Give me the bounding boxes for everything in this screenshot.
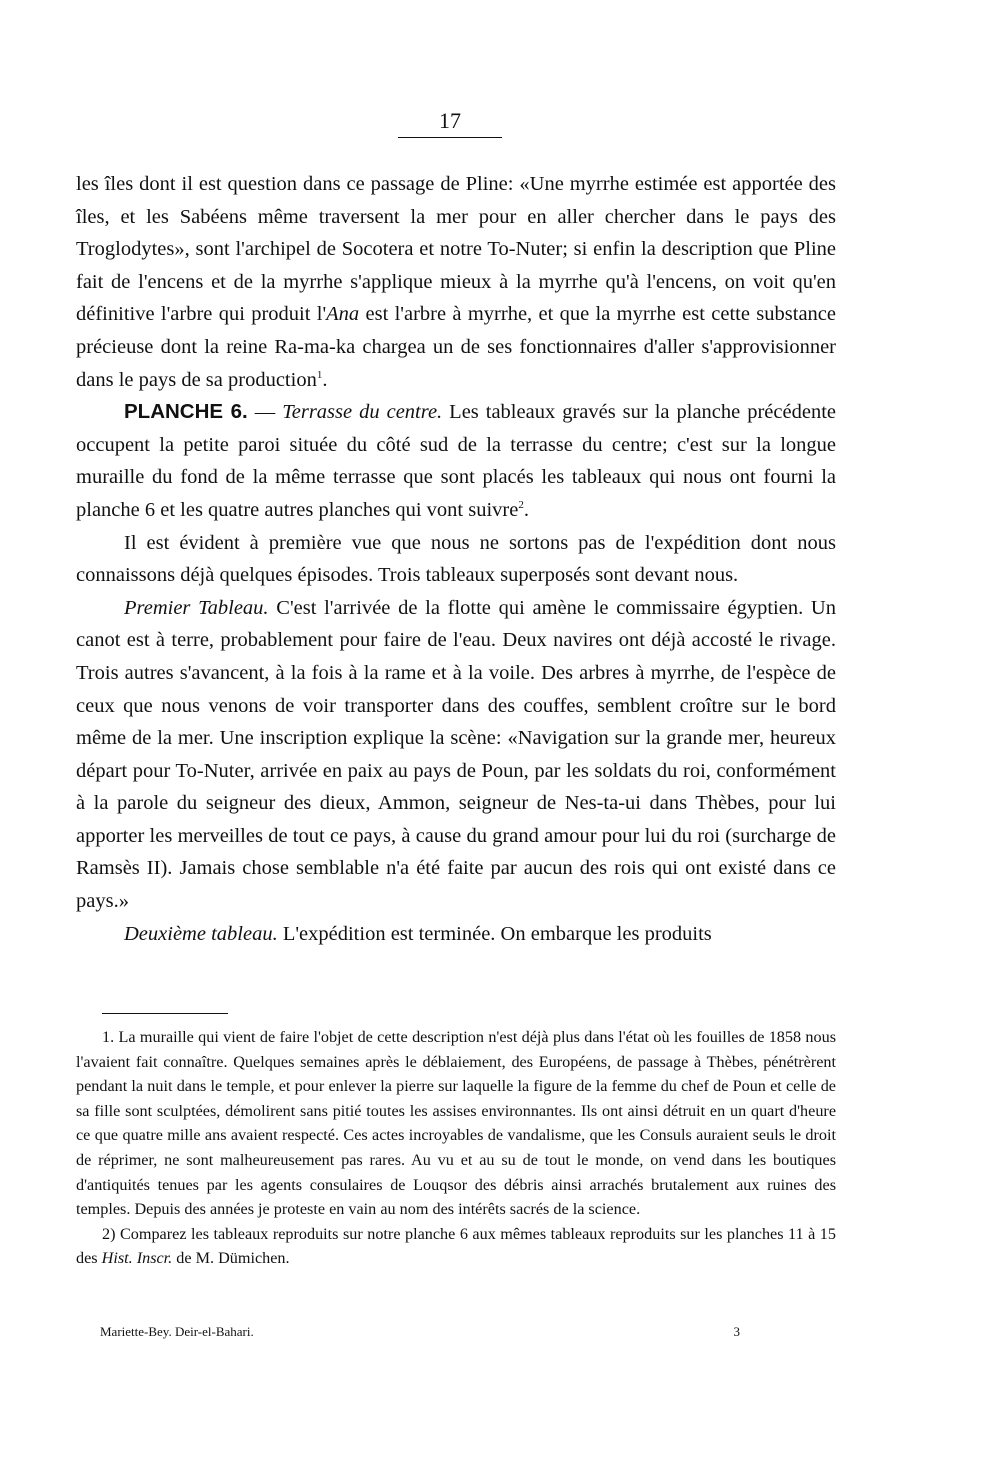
section-heading: PLANCHE 6.: [124, 400, 248, 424]
paragraph-text: est l'arbre à myrrhe, et que la myrrhe est cette substance précieuse dont la reine Ra-ma-ka chargea un de ses fonctionnaires d'aller s'approvisionner dans le pays de sa production: [76, 303, 836, 391]
signature-mark: Mariette-Bey. Deir-el-Bahari.: [100, 1324, 254, 1339]
paragraph-myrrh: [76, 168, 836, 396]
page-footer: [100, 1322, 740, 1342]
footnote-1: 1. La muraille qui vient de faire l'objet de cette description n'est déjà plus dans l'état où les fouilles de 1858 nous l'avaient fait connaître. Quelques semaines après le déblaiement, des Européens, de passage à Thèbes, pénétrèrent pendant la nuit dans le temple, et pour enlever la pierre sur laquelle la figure de la femme du chef de Poun et celle de sa fille sont sculptées, démolirent sans pitié toutes les assises environnantes. Ils ont ainsi détruit en un quart d'heure ce que quatre mille ans avaient respecté. Ces actes incroyables de vandalisme, que les Consuls auraient seuls le droit de réprimer, ne sont malheureusement pas rares. Au vu et au su de tout le monde, on vend dans les boutiques d'antiquités tenues par les agents consulaires de Louqsor des débris ainsi arrachés brutalement aux ruines des temples. Depuis des années je proteste en vain au nom des intérêts sacrés de la science.: [76, 1028, 836, 1219]
footnote-divider: [102, 1013, 228, 1014]
paragraph-text: les îles dont il est question dans ce passage de Pline: «Une myrrhe estimée est apportée des îles, et les Sabéens même traversent la mer pour en aller chercher dans le pays des Troglodytes», sont l'archipel de Socotera et notre To-Nuter; si enfin la description que Pline fait de l'encens et de la myrrhe s'applique mieux à la myrrhe qu'à l'encens, on voit qu'en définitive l'arbre qui produit l': [76, 173, 836, 326]
footnote-text: 2) Comparez les tableaux reproduits sur notre planche 6 aux mêmes tableaux reproduits sur les planches 11 à 15 des: [76, 1224, 836, 1268]
paragraph-text: C'est l'arrivée de la flotte qui amène le commissaire égyptien. Un canot est à terre, probablement pour faire de l'eau. Deux navires ont déjà accosté le rivage. Trois autres s'avancent, à la fois à la rame et à la voile. Des arbres à myrrhe, de l'espèce de ceux que nous venons de voir transporter dans des couffes, semblent croître sur le bord même de la mer. Une inscription explique la scène: «Navigation sur la grande mer, heureux départ pour To-Nuter, arrivée en paix au pays de Poun, par les soldats du roi, conformément à la parole du seigneur des dieux, Ammon, seigneur de Nes-ta-ui dans Thèbes, pour lui apporter les merveilles de tout ce pays, à cause du grand amour pour lui du roi (surcharge de Ramsès II). Jamais chose semblable n'a été faite par aucun des rois qui ont existé dans ce pays.»: [76, 596, 836, 913]
footnote-ref-1: 1: [316, 368, 323, 381]
sheet-number: 3: [733, 1324, 740, 1339]
tableau-title: Premier Tableau.: [124, 596, 269, 619]
paragraph-text: Les tableaux gravés sur la planche précédente occupent la petite paroi située du côté sud de la terrasse du centre; c'est sur la longue muraille du fond de la même terrasse que sont placés les tableaux qui nous ont fourni la planche 6 et les quatre autres planches qui vont suivre: [76, 401, 837, 521]
footnote-ref-2: 2: [518, 499, 524, 512]
section-subtitle: Terrasse du centre.: [282, 401, 443, 424]
footnotes: [76, 1025, 836, 1271]
citation-title: Hist. Inscr.: [101, 1249, 173, 1268]
paragraph-text: .: [322, 368, 328, 391]
tableau-title: Deuxième tableau.: [124, 922, 278, 945]
paragraph-planche-6: [76, 396, 836, 526]
paragraph-deuxieme-tableau: [76, 918, 836, 951]
paragraph-text: .: [523, 498, 529, 521]
paragraph-expedition: Il est évident à première vue que nous ne sortons pas de l'expédition dont nous connaissons déjà quelques épisodes. Trois tableaux superposés sont devant nous.: [76, 531, 836, 587]
footnote-text: de M. Dümichen.: [172, 1249, 290, 1268]
main-text: [76, 168, 836, 950]
heading-dash: —: [247, 401, 283, 424]
page-number: 17: [398, 108, 502, 138]
paragraph-text: L'expédition est terminée. On embarque les produits: [277, 922, 712, 945]
term-ana: Ana: [326, 303, 360, 326]
footnote-2: [76, 1222, 836, 1271]
paragraph-premier-tableau: [76, 592, 836, 918]
